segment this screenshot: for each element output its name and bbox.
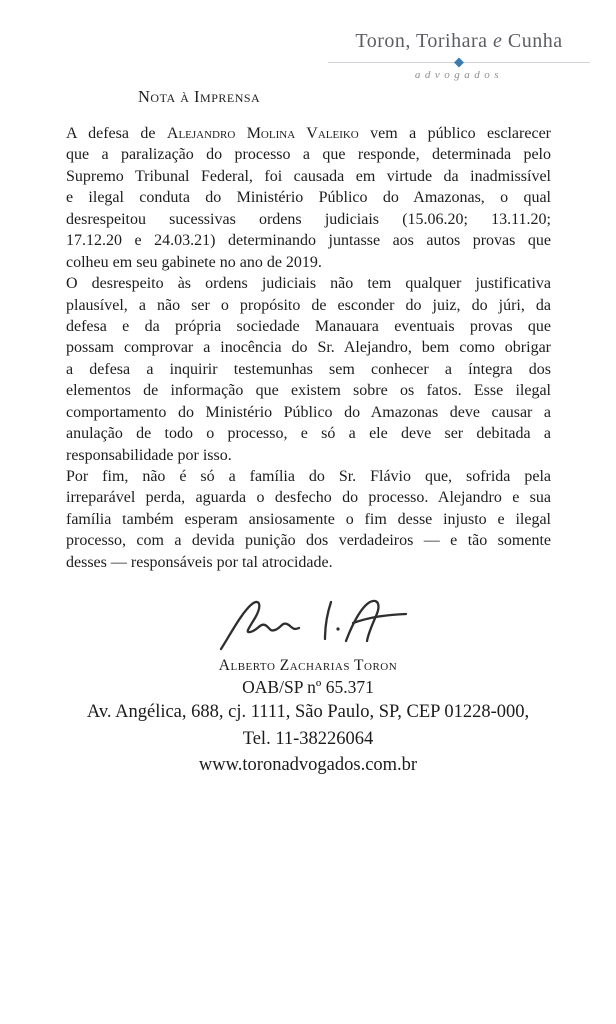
body-line bbox=[66, 273, 551, 294]
body-line bbox=[66, 209, 551, 230]
body-text-segment: O desrespeito às ordens judiciais não tem qualquer justificativa bbox=[66, 275, 551, 293]
body-line bbox=[66, 252, 551, 273]
footer-block bbox=[0, 656, 616, 779]
person-name-smallcaps: Alejandro Molina Valeiko bbox=[166, 125, 359, 142]
body-line bbox=[66, 445, 551, 466]
body-text-segment: colheu em seu gabinete no ano de 2019. bbox=[66, 253, 322, 271]
body-text-segment: plausível, a não ser o propósito de esconder do juiz, do júri, da bbox=[66, 296, 551, 314]
body-text-segment: elementos de informação que existem sobre os fatos. Esse ilegal bbox=[66, 382, 551, 400]
firm-name bbox=[328, 30, 590, 52]
body-text-segment: comportamento do Ministério Público do Amazonas deve causar a bbox=[66, 403, 551, 421]
body-text-segment: Por fim, não é só a família do Sr. Flávio que, sofrida pela bbox=[66, 468, 551, 485]
body-line bbox=[66, 166, 551, 187]
firm-name-part3: Cunha bbox=[507, 30, 563, 52]
firm-website: www.toronadvogados.com.br bbox=[198, 755, 418, 775]
firm-address: Av. Angélica, 688, cj. 1111, São Paulo, SP, CEP 01228-000, bbox=[86, 702, 530, 722]
press-note-title: Nota à Imprensa bbox=[138, 87, 261, 106]
signer-oab-number: OAB/SP nº 65.371 bbox=[242, 677, 374, 697]
signature-image bbox=[215, 592, 410, 654]
signer-name: Alberto Zacharias Toron bbox=[218, 657, 398, 674]
body-line bbox=[66, 187, 551, 208]
body-text-segment: defesa e da própria sociedade Manauara eventuais provas que bbox=[66, 317, 551, 335]
body-line bbox=[66, 466, 551, 487]
body-text-segment: irreparável perda, aguarda o desfecho do processo. Alejandro e sua bbox=[66, 489, 551, 507]
body-text-segment: possam comprovar a inocência do Sr. Alejandro, bem como obrigar bbox=[66, 339, 551, 357]
body-line bbox=[66, 359, 551, 380]
firm-name-part2: e bbox=[492, 30, 503, 52]
diamond-icon bbox=[454, 57, 464, 67]
body-text-segment: e ilegal conduta do Ministério Público do Amazonas, o qual bbox=[66, 189, 551, 207]
body-text-segment: responsabilidade por isso. bbox=[66, 446, 232, 464]
body-text-segment: desses — responsáveis por tal atrocidade. bbox=[66, 553, 333, 571]
body-line bbox=[66, 552, 551, 573]
firm-phone: Tel. 11-38226064 bbox=[242, 728, 374, 749]
body-text-segment: A defesa de bbox=[66, 125, 167, 142]
body-text bbox=[66, 123, 551, 573]
body-line bbox=[66, 380, 551, 401]
body-line bbox=[66, 144, 551, 165]
logo-divider-line bbox=[328, 62, 590, 63]
body-text-segment: Supremo Tribunal Federal, foi causada em virtude da inadmissível bbox=[66, 167, 551, 185]
body-line bbox=[66, 316, 551, 337]
letterhead-logo bbox=[328, 30, 590, 82]
body-line bbox=[66, 230, 551, 251]
body-text-segment: a defesa a inquirir testemunhas sem conhecer a íntegra dos bbox=[66, 360, 551, 378]
body-line bbox=[66, 402, 551, 423]
body-line bbox=[66, 423, 551, 444]
body-line bbox=[66, 530, 551, 551]
body-line bbox=[66, 487, 551, 508]
body-line bbox=[66, 295, 551, 316]
firm-subtitle: advogados bbox=[414, 69, 504, 81]
body-line bbox=[66, 337, 551, 358]
body-text-segment: processo, com a devida punição dos verdadeiros — e tão somente bbox=[66, 532, 551, 550]
body-text-segment: vem a público esclarecer bbox=[358, 125, 551, 142]
body-text-segment: que a paralização do processo a que responde, determinada pelo bbox=[66, 146, 551, 164]
firm-name-part1: Toron, Torihara bbox=[355, 30, 488, 52]
body-text-segment: família também esperam ansiosamente o fim desse injusto e ilegal bbox=[66, 510, 551, 528]
body-text-segment: anulação de todo o processo, e só a ele deve ser debitada a bbox=[66, 425, 551, 443]
body-text-segment: desrespeitou sucessivas ordens judiciais (15.06.20; 13.11.20; bbox=[66, 210, 551, 228]
body-line bbox=[66, 509, 551, 530]
body-line bbox=[66, 123, 551, 144]
body-text-segment: 17.12.20 e 24.03.21) determinando juntasse aos autos provas que bbox=[66, 232, 551, 250]
